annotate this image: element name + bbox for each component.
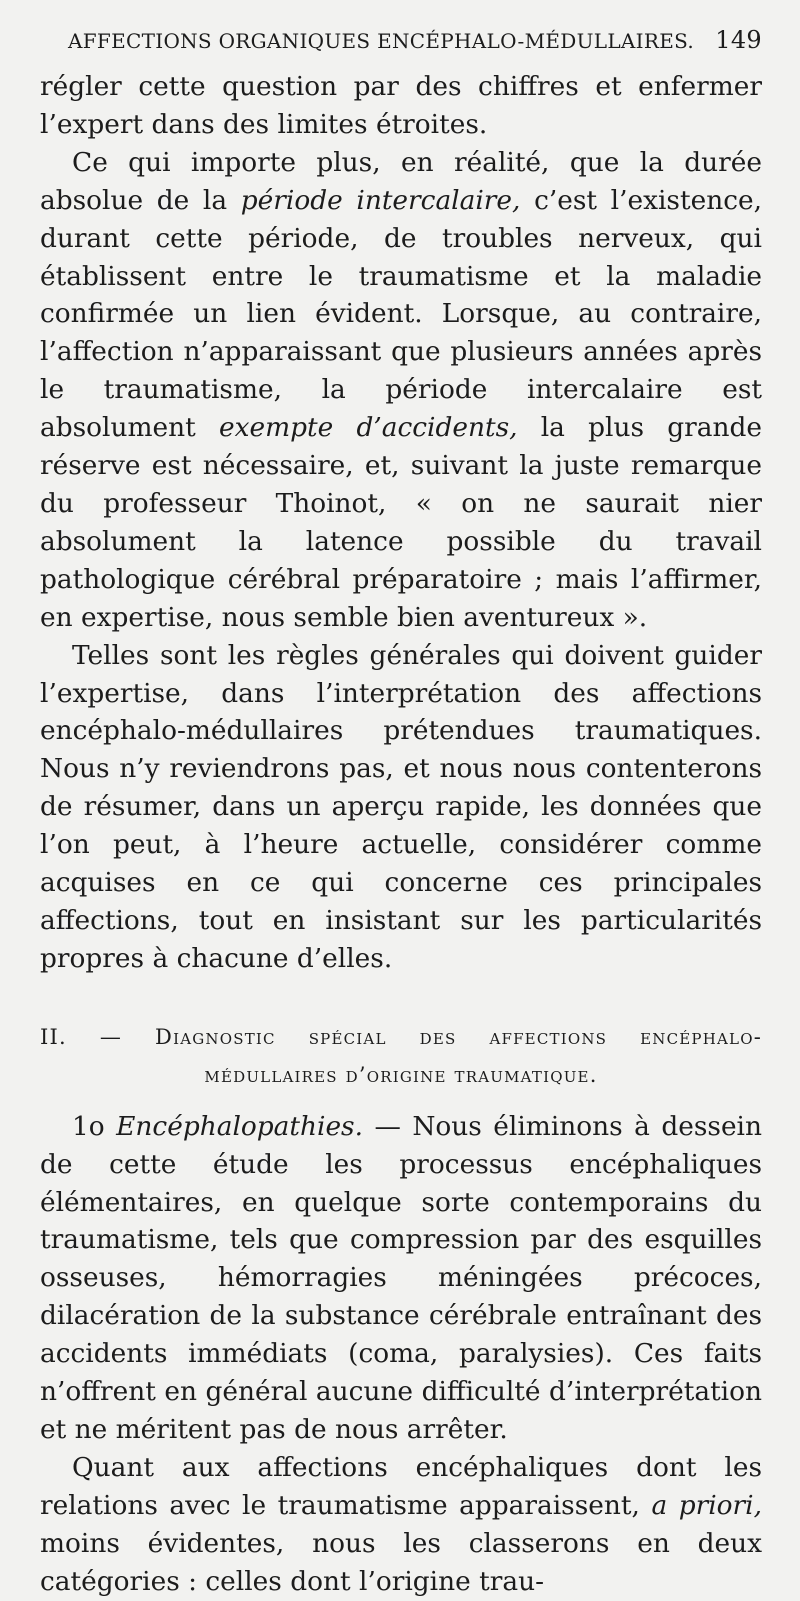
paragraph-5: Quant aux affections encéphaliques dont les relations avec le traumatisme apparaissent, a priori, moins évidentes, nous les classerons en deux catégories : celles dont l’origine trau- xyxy=(40,1451,763,1597)
page-number: 149 xyxy=(715,26,762,54)
paragraph-3: Telles sont les règles générales qui doivent guider l’expertise, dans l’interprétation des affections encéphalo-médullaires prétendues traumatiques. Nous n’y reviendrons pas, et nous nous contenterons de résumer, dans un aperçu rapide, les données que l’on peut, à l’heure actuelle, considérer comme acquises en ce qui concerne ces principales affections, tout en insistant sur les particularités propres à chacune d’elles. xyxy=(40,639,762,974)
running-head xyxy=(68,26,762,54)
subsection-number: 1o xyxy=(72,1110,105,1142)
section-heading xyxy=(40,1018,762,1094)
section-heading-line-1: II. — Diagnostic spécial des affections encéphalo- xyxy=(40,1024,762,1049)
subsection-title: Encéphalopathies. xyxy=(116,1110,363,1142)
emphasis-periode-intercalaire: période intercalaire, xyxy=(240,184,521,216)
running-head-title: AFFECTIONS ORGANIQUES ENCÉPHALO-MÉDULLAIRES. xyxy=(68,29,695,53)
book-page xyxy=(40,26,762,1601)
emphasis-a-priori: a priori, xyxy=(651,1489,763,1521)
paragraph-1: régler cette question par des chiffres et enfermer l’expert dans des limites étroites. xyxy=(40,71,762,140)
section-heading-line-2: médullaires d’origine traumatique. xyxy=(204,1062,598,1087)
emphasis-exempte-accidents: exempte d’accidents, xyxy=(218,412,518,444)
paragraph-2: Ce qui importe plus, en réalité, que la durée absolue de la période intercalaire, c’est l’existence, durant cette période, de troubles nerveux, qui établissent entre le traumatisme et la maladie confirmée un lien évident. Lorsque, au contraire, l’affection n’apparaissant que plusieurs années après le traumatisme, la période intercalaire est absolument exempte d’accidents, la plus grande réserve est nécessaire, et, suivant la juste remarque du professeur Thoinot, « on ne saurait nier absolument la latence possible du travail pathologique cérébral préparatoire ; mais l’affirmer, en expertise, nous semble bien aventureux ». xyxy=(40,146,762,633)
body-text xyxy=(40,68,762,1601)
paragraph-4: 1o Encéphalopathies. — Nous éliminons à dessein de cette étude les processus encéphaliques élémentaires, en quelque sorte contemporains du traumatisme, tels que compression par des esquilles osseuses, hémorragies méningées précoces, dilacération de la substance cérébrale entraînant des accidents immédiats (coma, paralysies). Ces faits n’offrent en général aucune difficulté d’interprétation et ne méritent pas de nous arrêter. xyxy=(40,1110,762,1445)
